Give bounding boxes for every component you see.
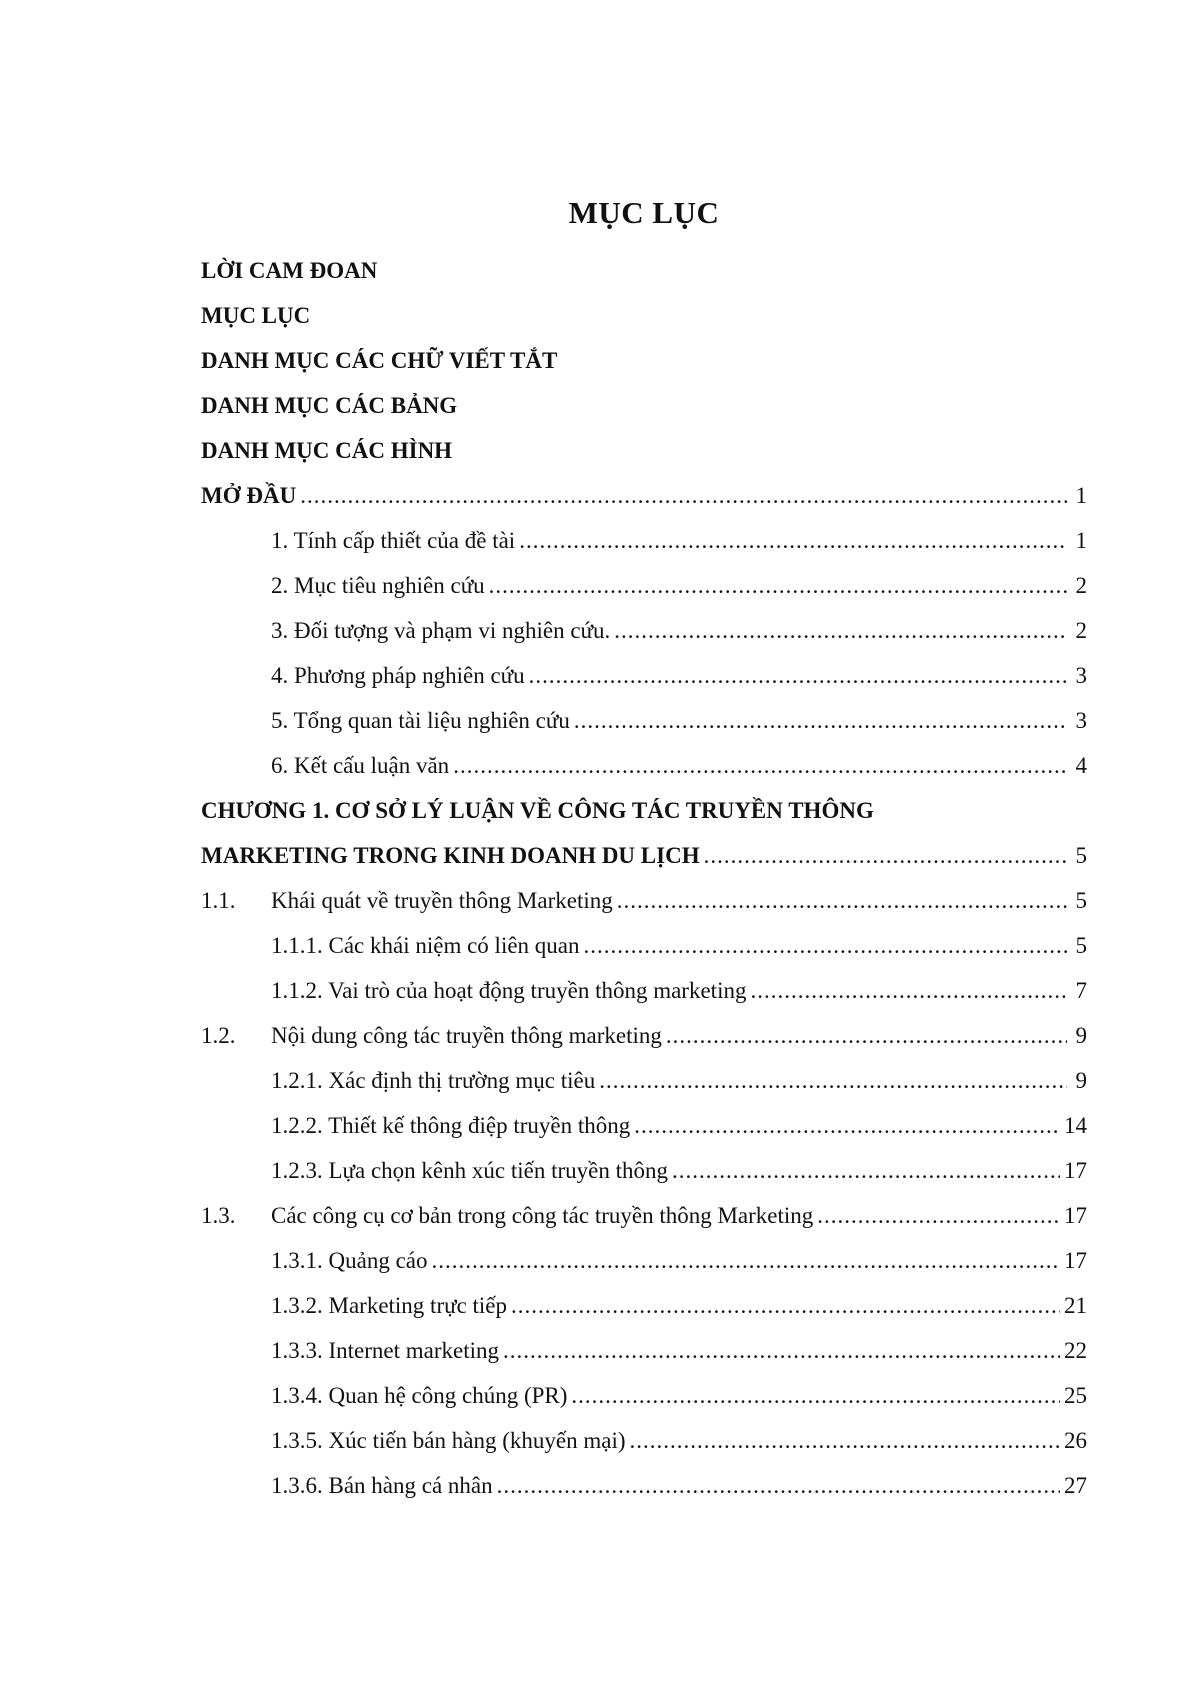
page-title: MỤC LỤC: [568, 195, 720, 230]
toc-page-number: 5: [1075, 933, 1087, 958]
toc-front-cac-bang[interactable]: [201, 383, 1087, 428]
toc-page-number: 2: [1075, 573, 1087, 598]
toc-subsection-1-1-2[interactable]: [201, 968, 1087, 1013]
toc-subsection-1-3-5[interactable]: [201, 1418, 1087, 1463]
dot-leader: [617, 878, 1067, 923]
toc-entry-text: LỜI CAM ĐOAN: [201, 258, 378, 283]
toc-item[interactable]: [201, 698, 1087, 743]
toc-page-number: 5: [1075, 843, 1087, 868]
dot-leader: [529, 653, 1067, 698]
dot-leader: [511, 1283, 1060, 1328]
toc-subsection-1-3-6[interactable]: [201, 1463, 1087, 1508]
toc-section-number: 1.3.: [201, 1203, 236, 1228]
dot-leader: [489, 563, 1067, 608]
dot-leader: [614, 608, 1067, 653]
toc-entry-text: 1.2.1. Xác định thị trường mục tiêu: [271, 1068, 596, 1093]
dot-leader: [571, 1373, 1060, 1418]
toc-entry-text: 1.3.1. Quảng cáo: [271, 1248, 428, 1273]
toc-section-1-3[interactable]: [201, 1193, 1087, 1238]
dot-leader: [704, 833, 1067, 878]
toc-entry-text: 1.2.3. Lựa chọn kênh xúc tiến truyền thông: [271, 1158, 668, 1183]
toc-page-number: 4: [1075, 753, 1087, 778]
toc-page-number: 7: [1075, 978, 1087, 1003]
toc-front-cac-hinh[interactable]: [201, 428, 1087, 473]
toc-page-number: 1: [1075, 528, 1087, 553]
toc-item[interactable]: [201, 653, 1087, 698]
toc-section-number: 1.1.: [201, 888, 236, 913]
dot-leader: [584, 923, 1067, 968]
toc-page-number: 1: [1075, 483, 1087, 508]
toc-subsection-1-3-2[interactable]: [201, 1283, 1087, 1328]
dot-leader: [750, 968, 1067, 1013]
toc-entry-text: DANH MỤC CÁC BẢNG: [201, 393, 458, 418]
toc-page-number: 17: [1064, 1248, 1087, 1273]
toc-subsection-1-2-3[interactable]: [201, 1148, 1087, 1193]
toc-page-number: 27: [1064, 1473, 1087, 1498]
dot-leader: [672, 1148, 1060, 1193]
dot-leader: [503, 1328, 1060, 1373]
toc-page-number: 14: [1064, 1113, 1087, 1138]
toc-entry-text: Nội dung công tác truyền thông marketing: [271, 1023, 662, 1048]
toc-entry-text: 4. Phương pháp nghiên cứu: [271, 663, 525, 688]
toc-page-number: 9: [1075, 1068, 1087, 1093]
toc-page-number: 17: [1064, 1203, 1087, 1228]
toc-page-number: 26: [1064, 1428, 1087, 1453]
toc-entry-text: DANH MỤC CÁC HÌNH: [201, 438, 453, 463]
toc-entry-text: 1.3.5. Xúc tiến bán hàng (khuyến mại): [271, 1428, 626, 1453]
toc-item[interactable]: [201, 563, 1087, 608]
dot-leader: [817, 1193, 1060, 1238]
toc-section-number: 1.2.: [201, 1023, 236, 1048]
toc-entry-text: MỞ ĐẦU: [201, 483, 297, 508]
dot-leader: [634, 1103, 1060, 1148]
table-of-contents: [201, 248, 1087, 1508]
toc-item[interactable]: [201, 518, 1087, 563]
toc-chapter-1[interactable]: [201, 833, 1087, 878]
toc-page-number: 2: [1075, 618, 1087, 643]
toc-entry-text: 5. Tổng quan tài liệu nghiên cứu: [271, 708, 570, 733]
dot-leader: [666, 1013, 1067, 1058]
toc-entry-text: 1.3.3. Internet marketing: [271, 1338, 500, 1363]
toc-entry-text: MARKETING TRONG KINH DOANH DU LỊCH: [201, 843, 700, 868]
dot-leader: [497, 1463, 1060, 1508]
toc-subsection-1-3-1[interactable]: [201, 1238, 1087, 1283]
toc-entry-text: Khái quát về truyền thông Marketing: [271, 888, 613, 913]
dot-leader: [432, 1238, 1061, 1283]
toc-item[interactable]: [201, 743, 1087, 788]
toc-section-1-2[interactable]: [201, 1013, 1087, 1058]
dot-leader: [519, 518, 1067, 563]
toc-front-loi-cam-doan[interactable]: [201, 248, 1087, 293]
toc-page-number: 22: [1064, 1338, 1087, 1363]
toc-entry-text: DANH MỤC CÁC CHỮ VIẾT TẮT: [201, 348, 558, 373]
toc-subsection-1-3-4[interactable]: [201, 1373, 1087, 1418]
toc-entry-text: 1.1.2. Vai trò của hoạt động truyền thông marketing: [271, 978, 747, 1003]
toc-section-1-1[interactable]: [201, 878, 1087, 923]
toc-entry-text: MỤC LỤC: [201, 303, 311, 328]
dot-leader: [574, 698, 1067, 743]
toc-entry-text: 1.3.4. Quan hệ công chúng (PR): [271, 1383, 568, 1408]
dot-leader: [630, 1418, 1061, 1463]
toc-subsection-1-1-1[interactable]: [201, 923, 1087, 968]
toc-page-number: 21: [1064, 1293, 1087, 1318]
toc-page-number: 3: [1075, 708, 1087, 733]
toc-page-number: 5: [1075, 888, 1087, 913]
toc-mo-dau[interactable]: [201, 473, 1087, 518]
toc-entry-text: 1.2.2. Thiết kế thông điệp truyền thông: [271, 1113, 631, 1138]
toc-page-number: 3: [1075, 663, 1087, 688]
toc-front-muc-luc[interactable]: [201, 293, 1087, 338]
toc-entry-text: 3. Đối tượng và phạm vi nghiên cứu.: [271, 618, 611, 643]
toc-subsection-1-2-1[interactable]: [201, 1058, 1087, 1103]
toc-subsection-1-3-3[interactable]: [201, 1328, 1087, 1373]
toc-page-number: 25: [1064, 1383, 1087, 1408]
toc-subsection-1-2-2[interactable]: [201, 1103, 1087, 1148]
toc-page-number: 9: [1075, 1023, 1087, 1048]
toc-item[interactable]: [201, 608, 1087, 653]
toc-entry-text: 6. Kết cấu luận văn: [271, 753, 450, 778]
toc-entry-text: 2. Mục tiêu nghiên cứu: [271, 573, 485, 598]
toc-page-number: 17: [1064, 1158, 1087, 1183]
dot-leader: [300, 473, 1067, 518]
dot-leader: [599, 1058, 1067, 1103]
toc-entry-text: 1. Tính cấp thiết của đề tài: [271, 528, 516, 553]
toc-entry-text: 1.1.1. Các khái niệm có liên quan: [271, 933, 580, 958]
toc-entry-text: Các công cụ cơ bản trong công tác truyền thông Marketing: [271, 1203, 814, 1228]
toc-front-chu-viet-tat[interactable]: [201, 338, 1087, 383]
dot-leader: [453, 743, 1067, 788]
toc-chapter-1-line-1[interactable]: CHƯƠNG 1. CƠ SỞ LÝ LUẬN VỀ CÔNG TÁC TRUYỀN THÔNG: [201, 798, 874, 823]
toc-entry-text: 1.3.6. Bán hàng cá nhân: [271, 1473, 493, 1498]
toc-entry-text: 1.3.2. Marketing trực tiếp: [271, 1293, 508, 1318]
